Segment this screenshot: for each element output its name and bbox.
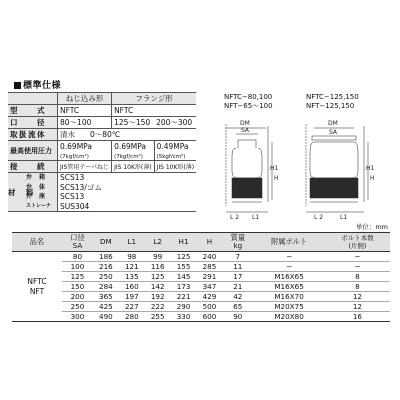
material-value: SCS13/ゴム bbox=[60, 182, 102, 192]
table-cell: 125 bbox=[171, 252, 197, 262]
table-cell: 186 bbox=[93, 252, 119, 262]
spec-label-connection: 接 続 bbox=[8, 161, 58, 173]
l1-label: L1 bbox=[340, 214, 348, 221]
h-label: H bbox=[370, 175, 375, 182]
header-bore bbox=[62, 233, 93, 252]
header-bolt-count bbox=[325, 233, 390, 252]
table-cell: 290 bbox=[171, 302, 197, 312]
header-product-name: 品名 bbox=[12, 233, 62, 252]
spec-label-fluid: 取扱流体 bbox=[8, 129, 58, 141]
valve-drawings bbox=[212, 112, 392, 222]
table-cell: 11 bbox=[222, 262, 253, 272]
table-cell: 291 bbox=[196, 272, 222, 282]
table-cell: M16X65 bbox=[253, 282, 325, 292]
caption-line: NFT−65〜100 bbox=[224, 102, 273, 110]
material-part: 弁 箱 bbox=[26, 174, 46, 181]
table-cell: 285 bbox=[196, 262, 222, 272]
table-row bbox=[12, 312, 390, 322]
table-cell: 429 bbox=[196, 292, 222, 302]
table-cell: 12 bbox=[325, 302, 390, 312]
header-l1: L1 bbox=[119, 233, 145, 252]
table-cell: 490 bbox=[93, 312, 119, 322]
table-cell: 250 bbox=[93, 272, 119, 282]
spec-corner bbox=[8, 93, 58, 105]
square-bullet-icon bbox=[14, 82, 21, 89]
table-cell: 16 bbox=[325, 312, 390, 322]
spec-header-threaded: ねじ込み形 bbox=[58, 93, 112, 105]
header-sub: SA bbox=[72, 241, 83, 250]
spec-label-model: 型 式 bbox=[8, 105, 58, 117]
header-h1: H1 bbox=[171, 233, 197, 252]
spec-cell: NFTC bbox=[58, 105, 112, 117]
spec-cell bbox=[112, 141, 155, 161]
section-title-text: 標準仕様 bbox=[23, 81, 62, 91]
dm-label: DM bbox=[328, 120, 338, 127]
table-cell: 17 bbox=[222, 272, 253, 282]
header-label: 質量 bbox=[230, 233, 246, 242]
table-cell: 21 bbox=[222, 282, 253, 292]
table-cell: 12 bbox=[325, 292, 390, 302]
spec-cell: 清水 0〜80℃ bbox=[58, 129, 197, 141]
sa-label: SA bbox=[329, 129, 338, 136]
product-name-cell bbox=[12, 252, 62, 322]
spec-cell: 200〜300 bbox=[154, 117, 196, 129]
pressure-kgf: (7kgf/cm²) bbox=[114, 153, 143, 160]
table-cell: − bbox=[325, 252, 390, 262]
table-row bbox=[12, 262, 390, 272]
table-cell: 284 bbox=[93, 282, 119, 292]
spec-header-flange: フランジ形 bbox=[112, 93, 197, 105]
table-cell: 216 bbox=[93, 262, 119, 272]
pressure-kgf: (7kgf/cm²) bbox=[60, 153, 89, 160]
table-cell: 173 bbox=[171, 282, 197, 292]
table-row bbox=[12, 282, 390, 292]
table-row bbox=[12, 272, 390, 282]
table-cell: 142 bbox=[145, 282, 171, 292]
material-values bbox=[58, 173, 197, 212]
table-cell: 300 bbox=[62, 312, 93, 322]
material-value: SCS13 bbox=[60, 192, 85, 201]
table-cell: M20X75 bbox=[253, 302, 325, 312]
header-sub: kg bbox=[233, 241, 243, 250]
header-bolt: 附属ボルト bbox=[253, 233, 325, 252]
product-name: NFTC bbox=[27, 276, 47, 286]
right-drawing-caption bbox=[306, 93, 359, 111]
section-title bbox=[14, 78, 61, 91]
spec-cell: JIS 10K形(薄) bbox=[154, 161, 196, 173]
table-cell: 500 bbox=[196, 302, 222, 312]
spec-cell bbox=[58, 141, 112, 161]
h1-label: H1 bbox=[366, 165, 375, 172]
table-row bbox=[12, 292, 390, 302]
table-cell: 65 bbox=[222, 302, 253, 312]
table-cell: M16X65 bbox=[253, 272, 325, 282]
table-cell: 125 bbox=[62, 272, 93, 282]
table-cell: 280 bbox=[119, 312, 145, 322]
spec-cell: 125〜150 bbox=[112, 117, 155, 129]
pressure-kgf: (5kgf/cm²) bbox=[156, 153, 186, 160]
table-cell: 425 bbox=[93, 302, 119, 312]
table-cell: 98 bbox=[119, 252, 145, 262]
material-part: 弁 座 bbox=[26, 193, 46, 200]
table-cell: 221 bbox=[171, 292, 197, 302]
dimension-table bbox=[12, 232, 390, 322]
table-cell: 121 bbox=[119, 262, 145, 272]
table-cell: 192 bbox=[145, 292, 171, 302]
unit-label: 単位：mm bbox=[355, 223, 388, 231]
header-label: 口径 bbox=[70, 233, 85, 242]
header-sub: (片側) bbox=[348, 242, 367, 250]
spec-label-material bbox=[8, 173, 58, 212]
dm-label: DM bbox=[240, 120, 250, 127]
table-cell: 365 bbox=[93, 292, 119, 302]
spec-cell: JIS管用テーパねじ bbox=[58, 161, 112, 173]
spec-cell: 80〜100 bbox=[58, 117, 112, 129]
table-cell: 116 bbox=[145, 262, 171, 272]
material-part: 弁 体 bbox=[26, 183, 46, 191]
spec-cell: NFTC bbox=[112, 105, 197, 117]
header-label: ボルト本数 bbox=[341, 234, 374, 242]
table-cell: M20X80 bbox=[253, 312, 325, 322]
material-part: ストレーナ bbox=[26, 202, 52, 209]
sa-label: SA bbox=[241, 127, 250, 134]
table-cell: 240 bbox=[196, 252, 222, 262]
pressure-mpa: 0.69MPa bbox=[114, 141, 147, 151]
l1-label: L1 bbox=[252, 214, 260, 221]
spec-cell: JIS 10K形(薄) bbox=[112, 161, 155, 173]
spec-label-pressure: 最高使用圧力 bbox=[8, 141, 58, 161]
header-h: H bbox=[196, 233, 222, 252]
h-label: H bbox=[274, 175, 279, 182]
table-cell: 42 bbox=[222, 292, 253, 302]
h1-label: H1 bbox=[270, 165, 279, 172]
table-cell: 150 bbox=[62, 282, 93, 292]
table-cell: 197 bbox=[119, 292, 145, 302]
table-row bbox=[12, 302, 390, 312]
table-cell: 155 bbox=[171, 262, 197, 272]
spec-cell bbox=[154, 141, 196, 161]
table-cell: 80 bbox=[62, 252, 93, 262]
material-value: SCS13 bbox=[60, 173, 85, 182]
table-row bbox=[12, 252, 390, 262]
product-name: NFT bbox=[29, 286, 45, 296]
table-cell: 125 bbox=[145, 272, 171, 282]
left-drawing-caption bbox=[224, 93, 273, 111]
material-label: 材 料 bbox=[8, 187, 35, 197]
table-cell: 255 bbox=[145, 312, 171, 322]
spec-table bbox=[8, 92, 196, 212]
table-cell: 8 bbox=[325, 272, 390, 282]
pressure-mpa: 0.49MPa bbox=[156, 141, 189, 151]
table-cell: 227 bbox=[119, 302, 145, 312]
table-body bbox=[12, 252, 390, 322]
header-mass bbox=[222, 233, 253, 252]
table-cell: 100 bbox=[62, 262, 93, 272]
table-cell: 347 bbox=[196, 282, 222, 292]
caption-line: NFTC−80,100 bbox=[224, 93, 273, 101]
caption-line: NFTC−125,150 bbox=[306, 93, 359, 101]
table-cell: 330 bbox=[171, 312, 197, 322]
header-dm: DM bbox=[93, 233, 119, 252]
table-cell: M16X70 bbox=[253, 292, 325, 302]
table-cell: 222 bbox=[145, 302, 171, 312]
table-cell: − bbox=[325, 262, 390, 272]
pressure-mpa: 0.69MPa bbox=[60, 141, 92, 151]
table-cell: 600 bbox=[196, 312, 222, 322]
table-cell: − bbox=[253, 262, 325, 272]
table-cell: 250 bbox=[62, 302, 93, 312]
table-cell: 8 bbox=[325, 282, 390, 292]
table-cell: 7 bbox=[222, 252, 253, 262]
table-cell: 145 bbox=[171, 272, 197, 282]
spec-label-bore: 口 径 bbox=[8, 117, 58, 129]
table-cell: 99 bbox=[145, 252, 171, 262]
table-cell: 200 bbox=[62, 292, 93, 302]
material-value: SUS304 bbox=[60, 201, 90, 211]
table-cell: − bbox=[253, 252, 325, 262]
table-cell: 160 bbox=[119, 282, 145, 292]
header-l2: L2 bbox=[145, 233, 171, 252]
table-cell: 90 bbox=[222, 312, 253, 322]
table-cell: 135 bbox=[119, 272, 145, 282]
caption-line: NFT−125,150 bbox=[306, 102, 355, 110]
l2-label: L 2 bbox=[230, 214, 240, 221]
l2-label: L 2 bbox=[314, 214, 324, 221]
